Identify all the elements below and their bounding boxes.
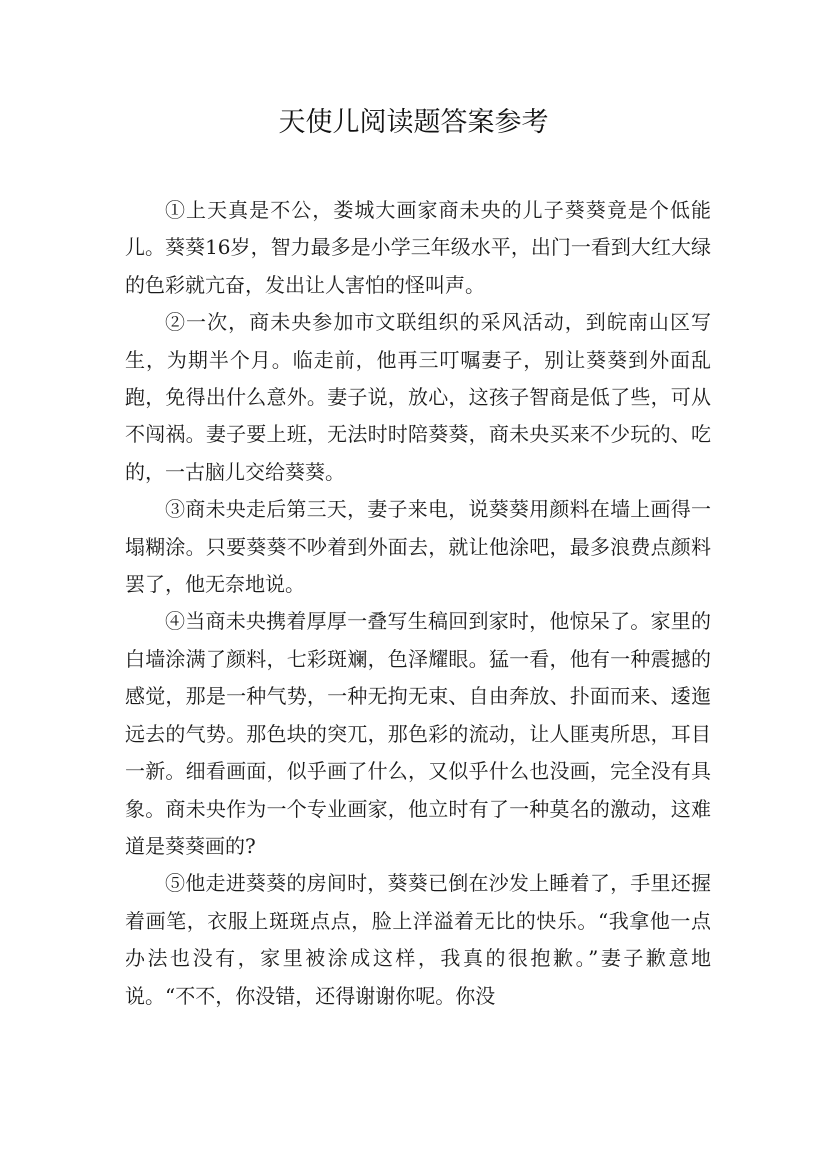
document-title: 天使儿阅读题答案参考: [278, 107, 549, 138]
paragraph-2: ②一次，商未央参加市文联组织的采风活动，到皖南山区写生，为期半个月。临走前，他再三叮嘱妻子，别让葵葵到外面乱跑，免得出什么意外。妻子说，放心，这孩子智商是低了些，可从不闯祸。妻子要上班，无法时时陪葵葵，商未央买来不少玩的、吃的，一古脑儿交给葵葵。: [125, 310, 711, 484]
document-body: [125, 192, 711, 1015]
paragraph-3: ③商未央走后第三天，妻子来电，说葵葵用颜料在墙上画得一塌糊涂。只要葵葵不吵着到外面去，就让他涂吧，最多浪费点颜料罢了，他无奈地说。: [125, 497, 711, 597]
paragraph-5: ⑤他走进葵葵的房间时，葵葵已倒在沙发上睡着了，手里还握着画笔，衣服上斑斑点点，脸上洋溢着无比的快乐。“我拿他一点办法也没有，家里被涂成这样，我真的很抱歉。”妻子歉意地说。“不不，你没错，还得谢谢你呢。你没: [125, 871, 711, 1008]
paragraph-4: ④当商未央携着厚厚一叠写生稿回到家时，他惊呆了。家里的白墙涂满了颜料，七彩斑斓，色泽耀眼。猛一看，他有一种震撼的感觉，那是一种气势，一种无拘无束、自由奔放、扑面而来、逶迤远去的气势。那色块的突兀，那色彩的流动，让人匪夷所思，耳目一新。细看画面，似乎画了什么，又似乎什么也没画，完全没有具象。商未央作为一个专业画家，他立时有了一种莫名的激动，这难道是葵葵画的?: [125, 609, 711, 858]
paragraph-1: ①上天真是不公，娄城大画家商未央的儿子葵葵竟是个低能儿。葵葵16岁，智力最多是小学三年级水平，出门一看到大红大绿的色彩就亢奋，发出让人害怕的怪叫声。: [125, 198, 711, 297]
